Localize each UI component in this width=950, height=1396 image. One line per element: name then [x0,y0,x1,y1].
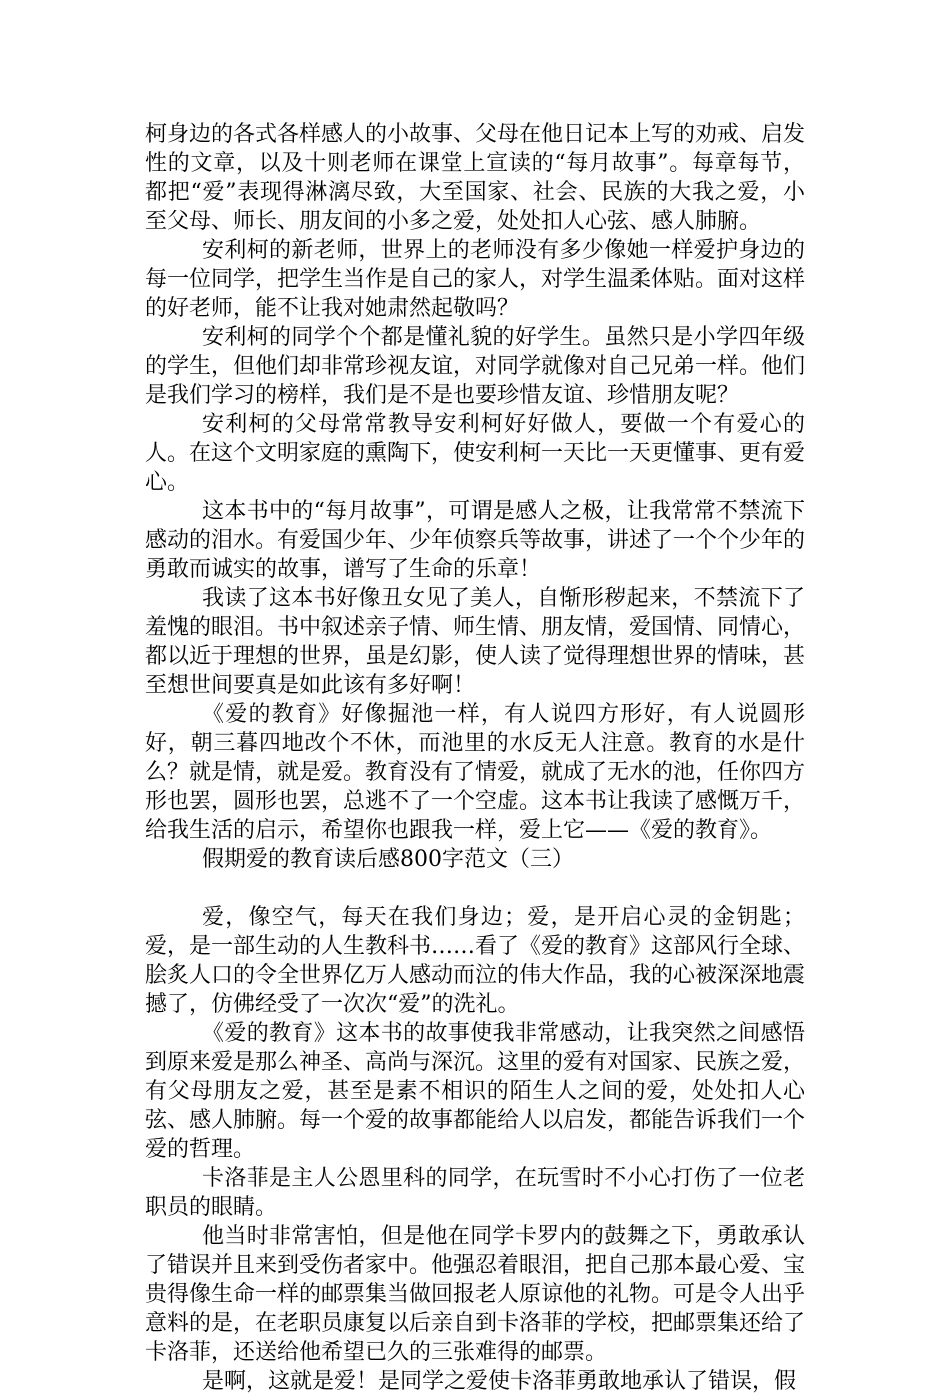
paragraph: 《爱的教育》这本书的故事使我非常感动，让我突然之间感悟到原来爱是那么神圣、高尚与深沉。这里的爱有对国家、民族之爱，有父母朋友之爱，甚至是素不相识的陌生人之间的爱，处处扣人心弦、感人肺腑。每一个爱的故事都能给人以启发，都能告诉我们一个爱的哲理。 [145,1021,806,1162]
paragraph: 安利柯的新老师，世界上的老师没有多少像她一样爱护身边的每一位同学，把学生当作是自己的家人，对学生温柔体贴。面对这样的好老师，能不让我对她肃然起敬吗？ [145,238,806,321]
blank-line [145,874,805,903]
paragraph-continuation: 柯身边的各式各样感人的小故事、父母在他日记本上写的劝戒、启发性的文章，以及十则老师在课堂上宣读的“每月故事”。每章每节，都把“爱”表现得淋漓尽致，大至国家、社会、民族的大我之爱，小至父母、师长、朋友间的小多之爱，处处扣人心弦、感人肺腑。 [145,122,806,234]
paragraph: 安利柯的同学个个都是懂礼貌的好学生。虽然只是小学四年级的学生，但他们却非常珍视友谊，对同学就像对自己兄弟一样。他们是我们学习的榜样，我们是不是也要珍惜友谊、珍惜朋友呢？ [145,325,806,408]
document-body [145,120,805,1396]
paragraph: 安利柯的父母常常教导安利柯好好做人，要做一个有爱心的人。在这个文明家庭的熏陶下，使安利柯一天比一天更懂事、更有爱心。 [145,412,806,495]
paragraph: 我读了这本书好像丑女见了美人，自惭形秽起来，不禁流下了羞愧的眼泪。书中叙述亲子情、师生情、朋友情，爱国情、同情心，都以近于理想的世界，虽是幻影，使人读了觉得理想世界的情味，甚至想世间要真是如此该有多好啊！ [145,586,806,698]
paragraph: 这本书中的“每月故事”，可谓是感人之极，让我常常不禁流下感动的泪水。有爱国少年、少年侦察兵等故事，讲述了一个个少年的勇敢而诚实的故事，谱写了生命的乐章！ [145,499,806,582]
paragraph: 《爱的教育》好像掘池一样，有人说四方形好，有人说圆形好，朝三暮四地改个不休，而池里的水反无人注意。教育的水是什么？就是情，就是爱。教育没有了情爱，就成了无水的池，任你四方形也罢，圆形也罢，总逃不了一个空虚。这本书让我读了感慨万千，给我生活的启示，希望你也跟我一样，爱上它——《爱的教育》。 [145,702,806,843]
paragraph: 他当时非常害怕，但是他在同学卡罗内的鼓舞之下，勇敢承认了错误并且来到受伤者家中。他强忍着眼泪，把自己那本最心爱、宝贵得像生命一样的邮票集当做回报老人原谅他的礼物。可是令人出乎意料的是，在老职员康复以后亲自到卡洛菲的学校，把邮票集还给了卡洛菲，还送给他希望已久的三张难得的邮票。 [145,1224,806,1365]
section-heading: 假期爱的教育读后感800字范文（三） [202,847,574,872]
paragraph: 爱，像空气，每天在我们身边；爱，是开启心灵的金钥匙；爱，是一部生动的人生教科书……看了《爱的教育》这部风行全球、脍炙人口的令全世界亿万人感动而泣的伟大作品，我的心被深深地震撼了，仿佛经受了一次次“爱”的洗礼。 [145,905,806,1017]
paragraph: 卡洛菲是主人公恩里科的同学，在玩雪时不小心打伤了一位老职员的眼睛。 [145,1166,805,1220]
paragraph-truncated: 是啊，这就是爱！是同学之爱使卡洛菲勇敢地承认了错误，假 [202,1369,797,1394]
